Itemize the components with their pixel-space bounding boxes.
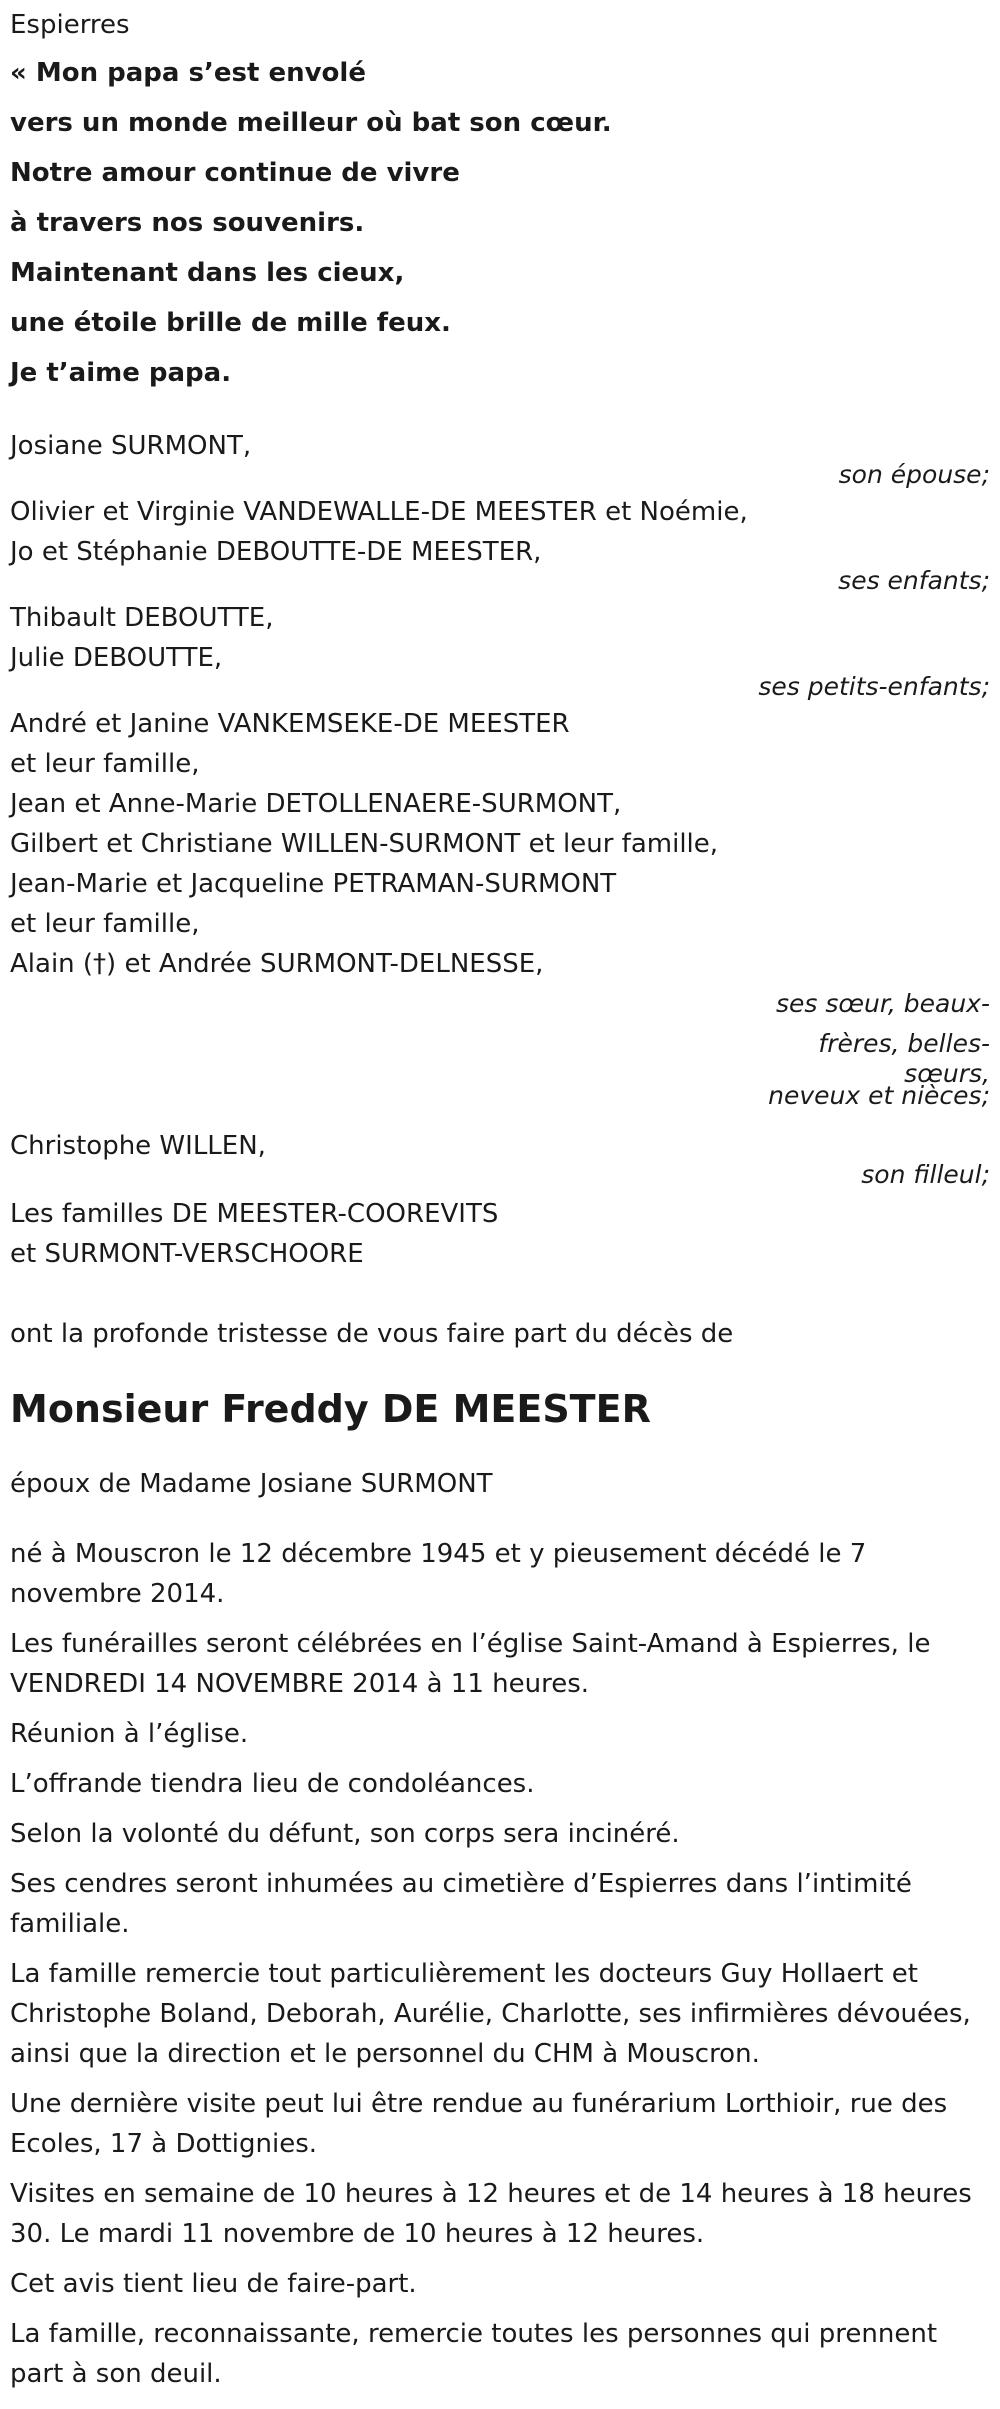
detail-paragraph: Ses cendres seront inhumées au cimetière d’Espierres dans l’intimité familiale. [10,1869,912,1939]
poem-line: à travers nos souvenirs. [10,208,365,238]
detail-paragraph: Réunion à l’église. [10,1719,249,1749]
family-group-children [10,492,990,598]
family-name-line: Thibault DEBOUTTE, [10,603,274,633]
detail-paragraph: Une dernière visite peut lui être rendue au funérarium Lorthioir, rue des Ecoles, 17 à Dottignies. [10,2089,948,2159]
family-group-spouse [10,426,990,492]
relation-label-line: neveux et nièces; [768,1081,990,1110]
poem-line: Maintenant dans les cieux, [10,258,405,288]
detail-paragraph: né à Mouscron le 12 décembre 1945 et y pieusement décédé le 7 novembre 2014. [10,1539,867,1609]
details-section [10,1534,990,2394]
family-group-godson [10,1126,990,1192]
family-name-line: Jean et Anne-Marie DETOLLENAERE-SURMONT, [10,789,622,819]
detail-paragraph: Les funérailles seront célébrées en l’église Saint-Amand à Espierres, le VENDREDI 14 NOVEMBRE 2014 à 11 heures. [10,1629,931,1699]
detail-paragraph: La famille remercie tout particulièrement les docteurs Guy Hollaert et Christophe Boland, Deborah, Aurélie, Charlotte, ses infirmières dévouées, ainsi que la direction et le personnel du CHM à Mouscron. [10,1959,971,2069]
place-name: Espierres [10,10,130,40]
family-name-line: Jo et Stéphanie DEBOUTTE-DE MEESTER, [10,537,542,567]
detail-paragraph: La famille, reconnaissante, remercie toutes les personnes qui prennent part à son deuil. [10,2319,938,2389]
relation-label-line: sœurs, [904,1059,990,1088]
family-group-siblings [10,704,990,1108]
family-name-line: et leur famille, [10,909,200,939]
family-name-line: Christophe WILLEN, [10,1131,266,1161]
family-name-line: Gilbert et Christiane WILLEN-SURMONT et leur famille, [10,829,719,859]
family-name-line: André et Janine VANKEMSEKE-DE MEESTER [10,709,570,739]
detail-paragraph: Selon la volonté du défunt, son corps sera incinéré. [10,1819,680,1849]
relation-label: son filleul; [861,1160,990,1189]
relation-label-line: ses sœur, beaux- [775,989,990,1018]
spouse-line: époux de Madame Josiane SURMONT [10,1469,493,1499]
relation-label-line: frères, belles- [818,1029,990,1058]
detail-paragraph: Cet avis tient lieu de faire-part. [10,2269,417,2299]
obituary-notice [10,0,990,2404]
deceased-name: Monsieur Freddy DE MEESTER [10,1387,651,1431]
poem-line: Notre amour continue de vivre [10,158,460,188]
relation-label [760,984,990,1088]
announcement-text: ont la profonde tristesse de vous faire part du décès de [10,1319,734,1349]
relation-label: ses petits-enfants; [758,672,990,701]
poem-line: « Mon papa s’est envolé [10,58,366,88]
family-name-line: Jean-Marie et Jacqueline PETRAMAN-SURMONT [10,869,617,899]
family-group-grandchildren [10,598,990,704]
relation-label: son épouse; [838,460,990,489]
family-name-line: Olivier et Virginie VANDEWALLE-DE MEESTER et Noémie, [10,497,748,527]
poem-line: vers un monde meilleur où bat son cœur. [10,108,612,138]
detail-paragraph: Visites en semaine de 10 heures à 12 heures et de 14 heures à 18 heures 30. Le mardi 11 novembre de 10 heures à 12 heures. [10,2179,972,2249]
poem [10,48,990,398]
family-name-line: Julie DEBOUTTE, [10,643,223,673]
family-group-families [10,1194,990,1274]
family-name-line: et SURMONT-VERSCHOORE [10,1239,364,1269]
family-name-line: et leur famille, [10,749,200,779]
relation-label: ses enfants; [838,566,990,595]
family-name-line: Josiane SURMONT, [10,431,252,461]
family-list [10,426,990,1274]
poem-line: Je t’aime papa. [10,358,232,388]
poem-line: une étoile brille de mille feux. [10,308,451,338]
family-name-line: Alain (†) et Andrée SURMONT-DELNESSE, [10,949,544,979]
detail-paragraph: L’offrande tiendra lieu de condoléances. [10,1769,535,1799]
family-name-line: Les familles DE MEESTER-COOREVITS [10,1199,499,1229]
